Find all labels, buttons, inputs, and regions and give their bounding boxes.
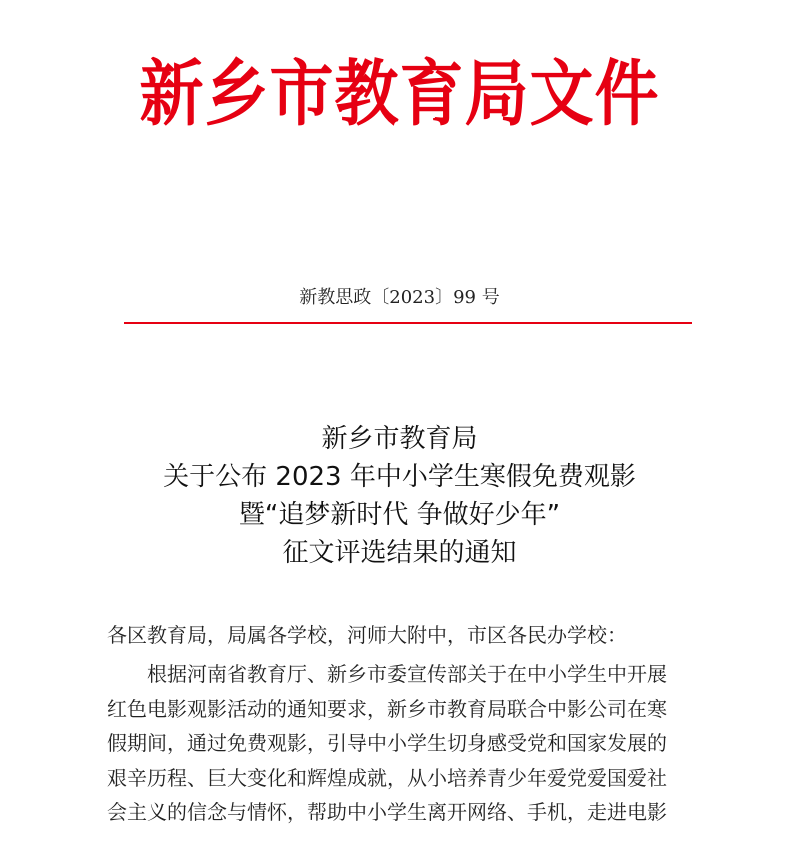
masthead-title: 新乡市教育局文件: [139, 53, 660, 137]
title-line: 关于公布 2023 年中小学生寒假免费观影: [163, 462, 636, 492]
body-line: 艰辛历程、巨大变化和辉煌成就，从小培养青少年爱党爱国爱社: [107, 765, 667, 790]
salutation: 各区教育局，局属各学校，河师大附中，市区各民办学校：: [107, 623, 627, 647]
notice-title: [0, 420, 799, 572]
document-number: 新教思政〔2023〕99 号: [299, 287, 500, 308]
body-paragraph: [107, 657, 707, 830]
body-line: 根据河南省教育厅、新乡市委宣传部关于在中小学生中开展: [147, 662, 667, 686]
title-line: 新乡市教育局: [321, 424, 478, 454]
title-line: 征文评选结果的通知: [282, 538, 517, 568]
body-line: 假期间，通过免费观影，引导中小学生切身感受党和国家发展的: [107, 731, 667, 755]
red-separator-line: [124, 322, 692, 324]
body-line: 会主义的信念与情怀，帮助中小学生离开网络、手机，走进电影: [107, 800, 667, 824]
body-line: 红色电影观影活动的通知要求，新乡市教育局联合中影公司在寒: [107, 696, 667, 721]
title-line: 暨“追梦新时代 争做好少年”: [238, 500, 561, 530]
